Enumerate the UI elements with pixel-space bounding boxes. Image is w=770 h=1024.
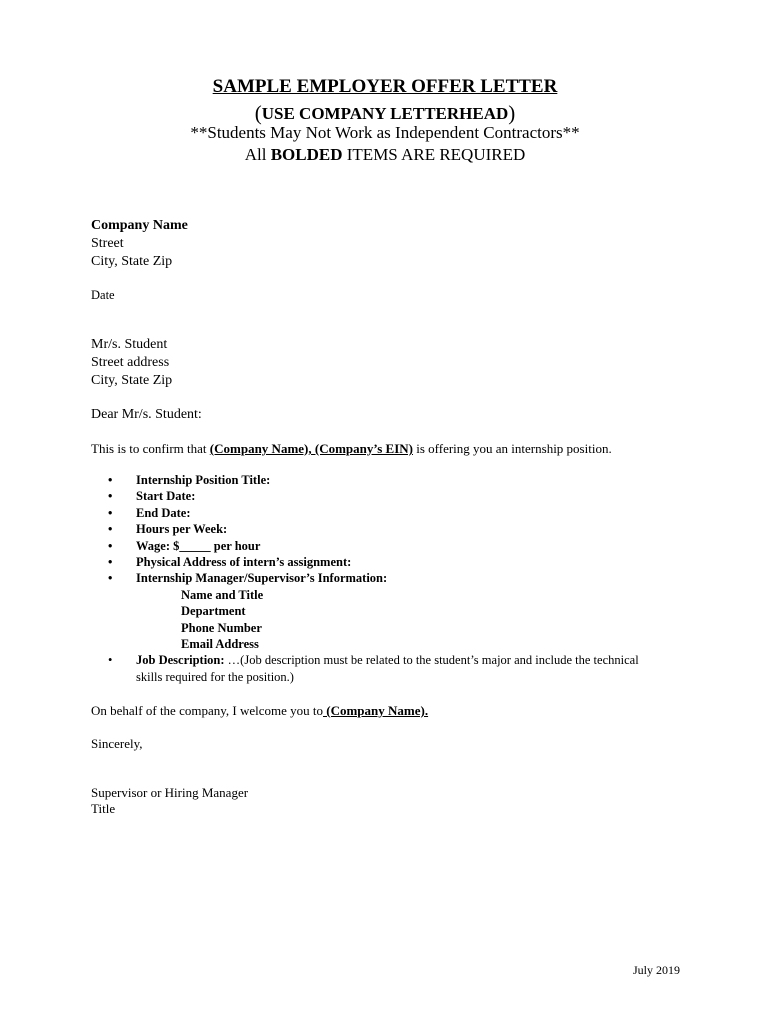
sender-company-name: Company Name	[91, 218, 188, 233]
sender-street: Street	[91, 236, 124, 251]
sender-city-state-zip: City, State Zip	[91, 254, 173, 269]
subtitle-open-paren: (	[254, 101, 262, 125]
welcome-sentence	[91, 703, 428, 719]
required-bold: BOLDED	[270, 145, 343, 164]
welcome-company-field: (Company Name).	[323, 703, 429, 718]
signature-title: Title	[91, 801, 116, 816]
bullet-icon: •	[108, 522, 113, 537]
job-description-label: Job Description:	[136, 653, 225, 668]
footer-date: July 2019	[632, 963, 680, 977]
job-description-text: …(Job description must be related to the student’s major and include the technical skills required for the position.)	[136, 653, 639, 684]
supervisor-field-name-title: Name and Title	[181, 587, 264, 602]
bullet-icon: •	[108, 489, 113, 504]
signature-name: Supervisor or Hiring Manager	[91, 785, 249, 800]
list-item	[108, 472, 668, 488]
list-item	[108, 505, 668, 521]
list-item	[108, 538, 668, 554]
contractor-note: **Students May Not Work as Independent Contractors**	[190, 123, 580, 142]
bullet-icon: •	[108, 505, 113, 520]
supervisor-field-phone: Phone Number	[181, 620, 262, 635]
bullet-icon: •	[108, 555, 113, 570]
list-item	[108, 554, 668, 570]
confirm-suffix: is offering you an internship position.	[412, 441, 612, 456]
required-suffix: ITEMS ARE REQUIRED	[342, 145, 526, 164]
supervisor-field-department: Department	[181, 604, 246, 619]
recipient-name: Mr/s. Student	[91, 337, 168, 352]
date-label: Date	[91, 288, 115, 302]
item-end-date: End Date:	[136, 505, 191, 520]
confirm-sentence	[91, 441, 612, 457]
offer-details-list	[108, 472, 668, 685]
list-item	[108, 570, 668, 586]
salutation: Dear Mr/s. Student:	[91, 407, 202, 422]
letter-subtitle	[0, 100, 770, 125]
bullet-icon: •	[108, 538, 113, 553]
required-note	[0, 145, 770, 165]
list-item	[108, 521, 668, 537]
confirm-company-field: (Company Name), (Company’s EIN)	[209, 441, 413, 456]
item-start-date: Start Date:	[136, 489, 196, 504]
item-supervisor-info: Internship Manager/Supervisor’s Information:	[136, 571, 388, 586]
bullet-icon: •	[108, 653, 113, 668]
list-item	[108, 652, 656, 685]
bullet-icon: •	[108, 571, 113, 586]
item-hours-per-week: Hours per Week:	[136, 522, 228, 537]
list-item	[108, 488, 668, 504]
recipient-street: Street address	[91, 355, 170, 370]
item-position-title: Internship Position Title:	[136, 473, 271, 487]
item-wage: Wage: $_____ per hour	[136, 538, 261, 553]
bullet-icon: •	[108, 473, 113, 487]
confirm-prefix: This is to confirm that	[91, 441, 210, 456]
letter-title: SAMPLE EMPLOYER OFFER LETTER	[212, 76, 558, 97]
recipient-city-state-zip: City, State Zip	[91, 373, 173, 388]
closing: Sincerely,	[91, 736, 143, 751]
welcome-prefix: On behalf of the company, I welcome you to	[91, 703, 324, 718]
supervisor-field-email: Email Address	[181, 637, 259, 652]
item-physical-address: Physical Address of intern’s assignment:	[136, 555, 352, 570]
subtitle-text: USE COMPANY LETTERHEAD	[261, 104, 509, 123]
subtitle-close-paren: )	[508, 101, 516, 125]
required-prefix: All	[244, 145, 271, 164]
